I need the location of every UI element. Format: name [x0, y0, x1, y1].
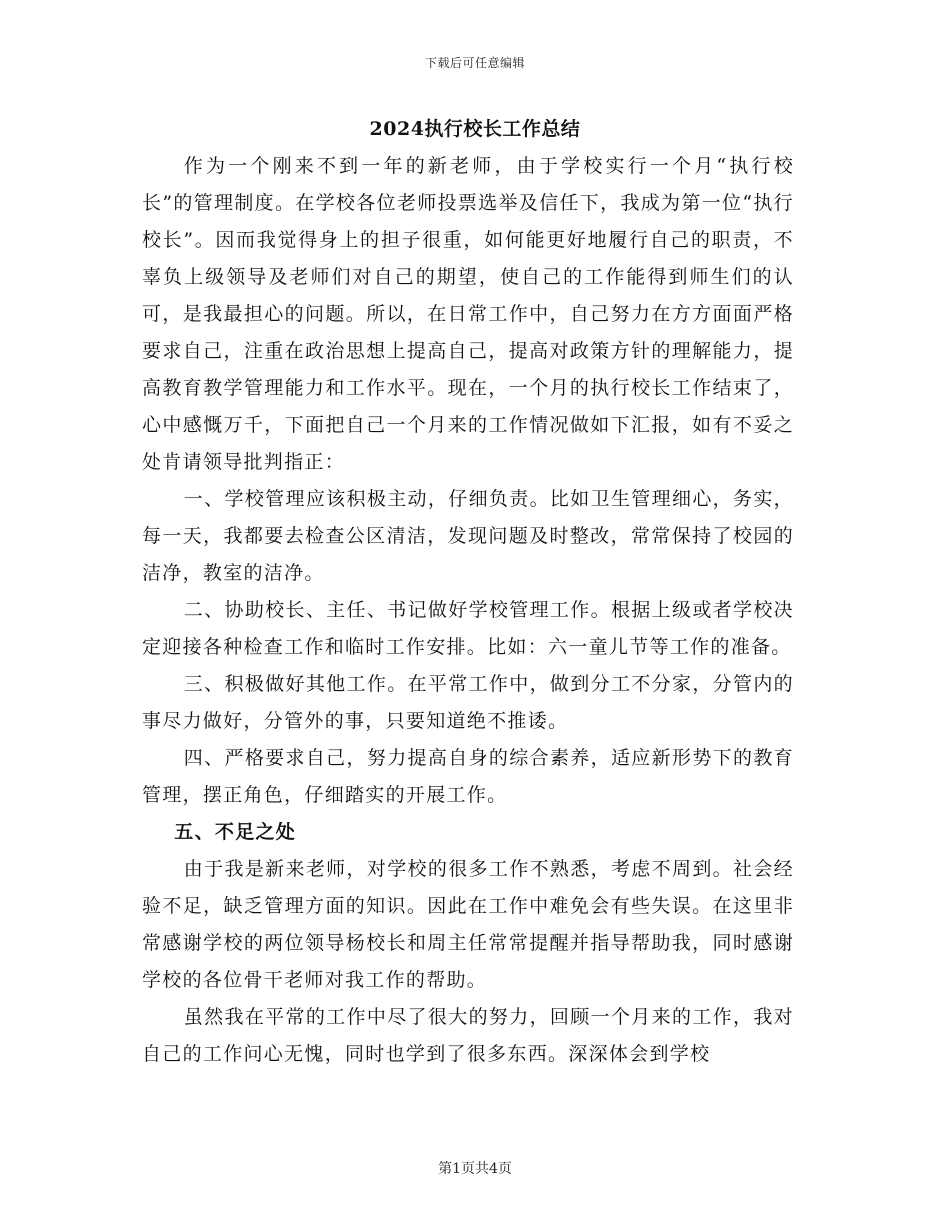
section-heading-shortcomings: 五、不足之处: [174, 821, 297, 843]
document-body: [142, 148, 794, 1073]
document-title: 2024执行校长工作总结: [369, 118, 581, 140]
paragraph-item-3: 三、积极做好其他工作。在平常工作中，做到分工不分家，分管内的事尽力做好，分管外的事，只要知道绝不推诿。: [142, 673, 794, 732]
page-header-note: 下载后可任意编辑: [424, 56, 525, 70]
paragraph-item-4: 四、严格要求自己，努力提高自身的综合素养，适应新形势下的教育管理，摆正角色，仔细踏实的开展工作。: [142, 747, 794, 806]
paragraph-shortcomings: 由于我是新来老师，对学校的很多工作不熟悉，考虑不周到。社会经验不足，缺乏管理方面的知识。因此在工作中难免会有些失误。在这里非常感谢学校的两位领导杨校长和周主任常常提醒并指导帮助我，同时感谢学校的各位骨干老师对我工作的帮助。: [142, 858, 794, 991]
paragraph-reflection: 虽然我在平常的工作中尽了很大的努力，回顾一个月来的工作，我对自己的工作问心无愧，同时也学到了很多东西。深深体会到学校: [142, 1006, 794, 1065]
paragraph-intro: 作为一个刚来不到一年的新老师，由于学校实行一个月“执行校长”的管理制度。在学校各位老师投票选举及信任下，我成为第一位“执行校长”。因而我觉得身上的担子很重，如何能更好地履行自己的职责，不辜负上级领导及老师们对自己的期望，使自己的工作能得到师生们的认可，是我最担心的问题。所以，在日常工作中，自己努力在方方面面严格要求自己，注重在政治思想上提高自己，提高对政策方针的理解能力，提高教育教学管理能力和工作水平。现在，一个月的执行校长工作结束了，心中感慨万千，下面把自己一个月来的工作情况做如下汇报，如有不妥之处肯请领导批判指正：: [142, 155, 794, 473]
paragraph-item-2: 二、协助校长、主任、书记做好学校管理工作。根据上级或者学校决定迎接各种检查工作和临时工作安排。比如：六一童儿节等工作的准备。: [142, 599, 794, 658]
page-number: 第1页共4页: [438, 1161, 512, 1177]
paragraph-item-1: 一、学校管理应该积极主动，仔细负责。比如卫生管理细心，务实，每一天，我都要去检查公区清洁，发现问题及时整改，常常保持了校园的洁净，教室的洁净。: [142, 488, 794, 584]
